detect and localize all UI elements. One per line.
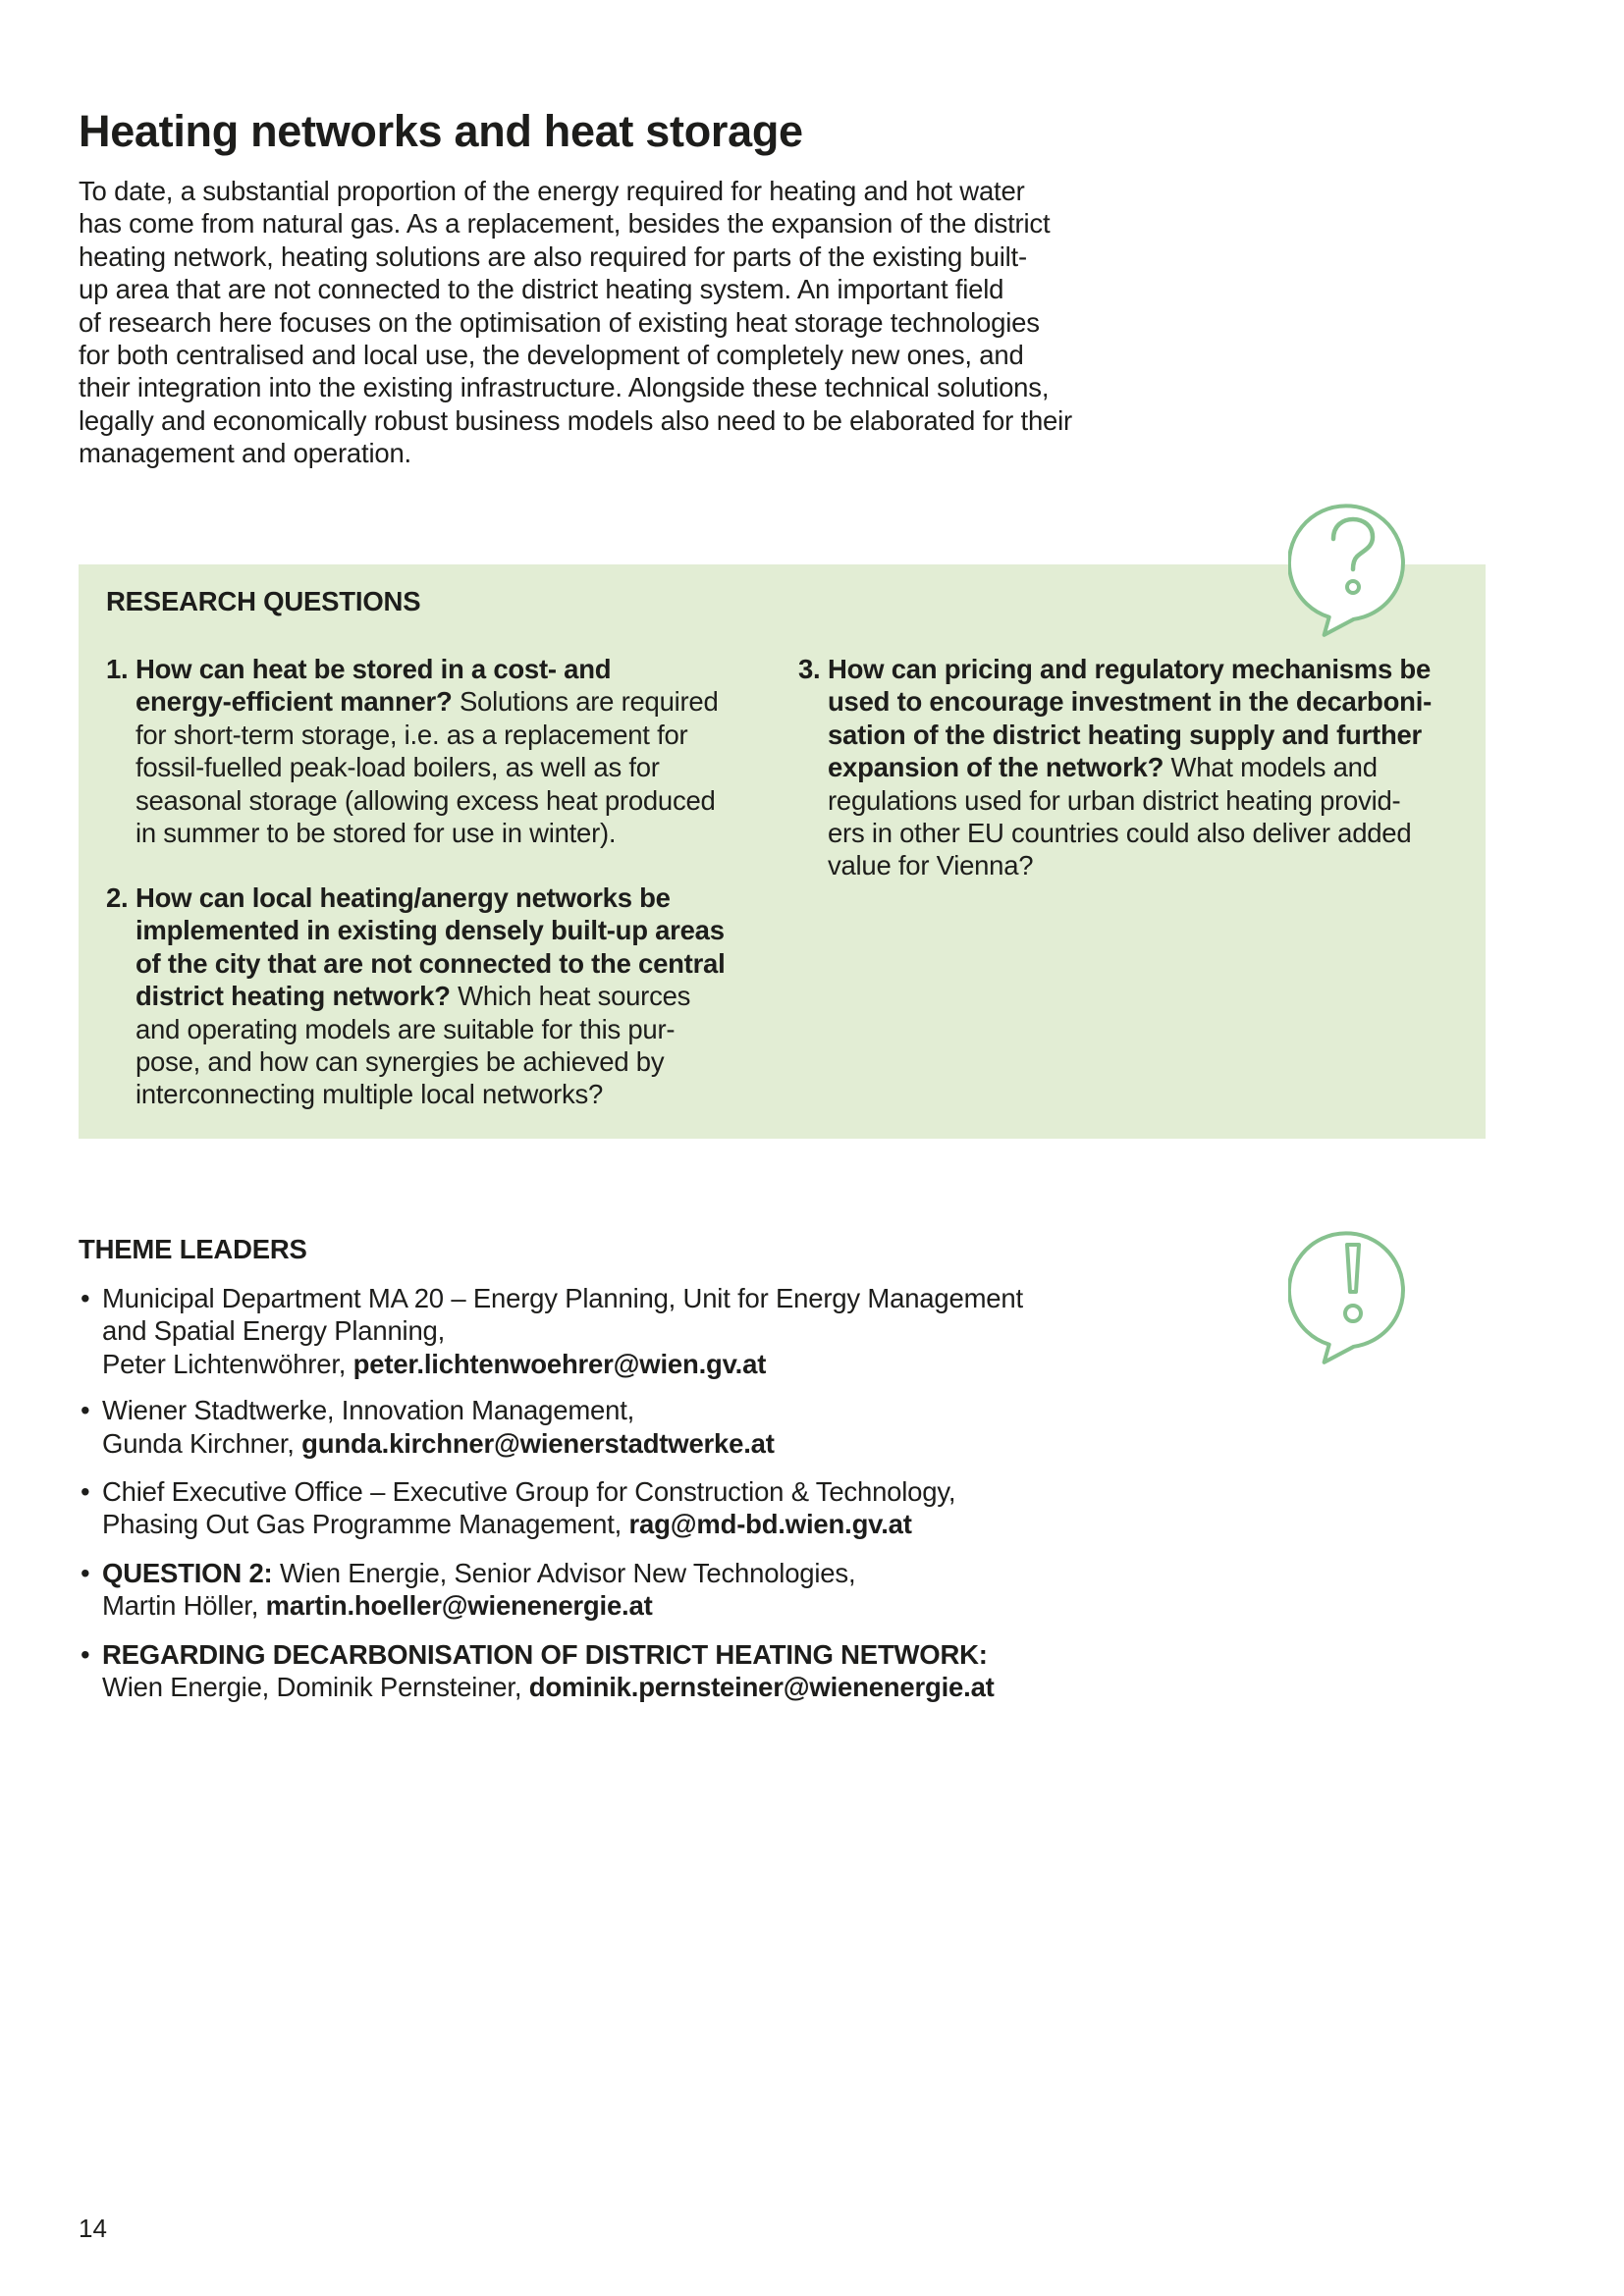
- theme-leader-item: [79, 1282, 1023, 1380]
- leader-line: Wien Energie, Dominik Pernsteiner, dominik.pernsteiner@wienenergie.at: [102, 1672, 995, 1703]
- theme-leader-item: [79, 1638, 1023, 1704]
- intro-line: their integration into the existing infrastructure. Alongside these technical solutions,: [79, 372, 1050, 403]
- bullet: •: [81, 1476, 90, 1508]
- intro-line: for both centralised and local use, the development of completely new ones, and: [79, 340, 1024, 371]
- question-line: expansion of the network? What models and: [828, 752, 1378, 783]
- theme-leader-item: [79, 1557, 1023, 1623]
- intro-line: has come from natural gas. As a replacement, besides the expansion of the district: [79, 208, 1051, 240]
- leader-line: and Spatial Energy Planning,: [102, 1315, 446, 1347]
- leader-line: QUESTION 2: Wien Energie, Senior Advisor New Technologies,: [102, 1557, 856, 1588]
- question-line: seasonal storage (allowing excess heat produced: [135, 784, 716, 816]
- research-questions-box: [79, 564, 1486, 1139]
- theme-leaders-list: [79, 1282, 1023, 1703]
- intro-line: of research here focuses on the optimisation of existing heat storage technologies: [79, 306, 1040, 338]
- page-title: Heating networks and heat storage: [79, 106, 803, 156]
- intro-line: management and operation.: [79, 438, 411, 469]
- question-line: sation of the district heating supply and further: [828, 719, 1423, 750]
- question-line: in summer to be stored for use in winter).: [135, 818, 617, 849]
- bullet: •: [81, 1557, 90, 1588]
- intro-line: legally and economically robust business models also need to be elaborated for their: [79, 404, 1073, 436]
- leader-line: Wiener Stadtwerke, Innovation Management,: [102, 1395, 635, 1426]
- question-line: How can local heating/anergy networks be: [135, 882, 671, 913]
- question-line: energy-efficient manner? Solutions are required: [135, 686, 719, 718]
- leader-line: Municipal Department MA 20 – Energy Planning, Unit for Energy Management: [102, 1283, 1023, 1313]
- leader-line: Martin Höller, martin.hoeller@wienenergie.at: [102, 1590, 653, 1622]
- page-number: 14: [79, 2214, 107, 2243]
- question-line: implemented in existing densely built-up areas: [135, 915, 725, 946]
- research-question-2: [106, 881, 725, 1111]
- intro-line: heating network, heating solutions are also required for parts of the existing built-: [79, 240, 1027, 272]
- theme-leaders-heading: THEME LEADERS: [79, 1234, 307, 1264]
- question-line: district heating network? Which heat sources: [135, 981, 691, 1012]
- research-questions-heading: RESEARCH QUESTIONS: [106, 586, 421, 616]
- bullet: •: [81, 1395, 90, 1426]
- bullet: •: [81, 1638, 90, 1670]
- leader-line: Phasing Out Gas Programme Management, rag@md-bd.wien.gv.at: [102, 1509, 912, 1540]
- leader-line: Chief Executive Office – Executive Group for Construction & Technology,: [102, 1476, 956, 1508]
- leader-line: Gunda Kirchner, gunda.kirchner@wienerstadtwerke.at: [102, 1427, 775, 1459]
- email-link[interactable]: dominik.pernsteiner@wienenergie.at: [528, 1672, 995, 1703]
- question-line: fossil-fuelled peak-load boilers, as well as for: [135, 752, 660, 783]
- question-line: for short-term storage, i.e. as a replacement for: [135, 719, 688, 750]
- intro-line: up area that are not connected to the district heating system. An important field: [79, 274, 1004, 305]
- leader-line: Peter Lichtenwöhrer, peter.lichtenwoehrer@wien.gv.at: [102, 1348, 767, 1379]
- research-question-1: [106, 653, 719, 849]
- question-line: used to encourage investment in the decarboni-: [828, 686, 1432, 718]
- question-number: 2.: [106, 882, 129, 913]
- question-line: pose, and how can synergies be achieved by: [135, 1046, 665, 1078]
- question-number: 1.: [106, 654, 129, 684]
- intro-paragraph: [79, 175, 1178, 470]
- email-link[interactable]: martin.hoeller@wienenergie.at: [265, 1590, 653, 1622]
- question-line: How can pricing and regulatory mechanisms be: [828, 654, 1432, 684]
- question-number: 3.: [798, 654, 821, 684]
- exclamation-speech-bubble-icon: [1288, 1223, 1416, 1368]
- question-line: interconnecting multiple local networks?: [135, 1079, 604, 1110]
- leader-line: REGARDING DECARBONISATION OF DISTRICT HEATING NETWORK:: [102, 1638, 988, 1670]
- question-line: and operating models are suitable for this pur-: [135, 1013, 676, 1044]
- question-line: How can heat be stored in a cost- and: [135, 654, 612, 684]
- research-question-3: [798, 653, 1432, 882]
- question-line: of the city that are not connected to the central: [135, 947, 726, 979]
- theme-leader-item: [79, 1475, 1023, 1541]
- email-link[interactable]: gunda.kirchner@wienerstadtwerke.at: [301, 1427, 775, 1459]
- question-line: regulations used for urban district heating provid-: [828, 784, 1401, 816]
- question-line: ers in other EU countries could also deliver added: [828, 818, 1412, 849]
- email-link[interactable]: rag@md-bd.wien.gv.at: [628, 1509, 912, 1540]
- theme-leader-item: [79, 1394, 1023, 1460]
- question-line: value for Vienna?: [828, 850, 1034, 881]
- question-speech-bubble-icon: [1288, 496, 1416, 641]
- email-link[interactable]: peter.lichtenwoehrer@wien.gv.at: [352, 1348, 767, 1379]
- intro-line: To date, a substantial proportion of the energy required for heating and hot water: [79, 176, 1025, 206]
- bullet: •: [81, 1283, 90, 1313]
